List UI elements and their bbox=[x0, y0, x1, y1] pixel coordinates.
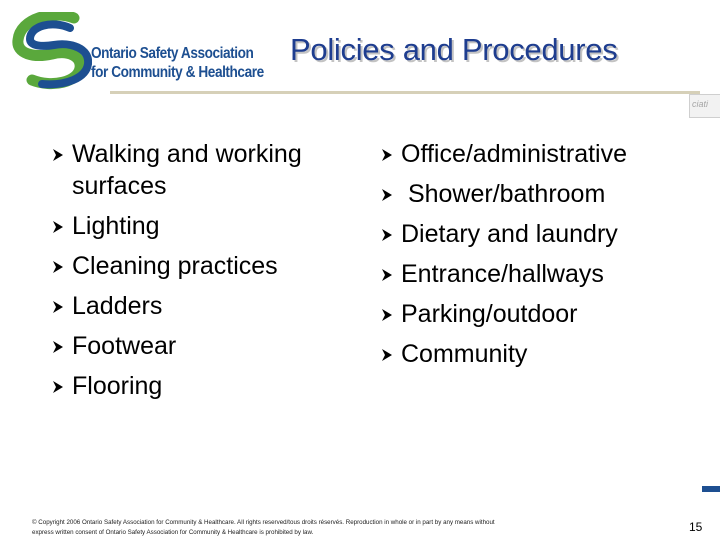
arrow-bullet-icon bbox=[381, 189, 392, 201]
side-tab bbox=[689, 94, 720, 118]
arrow-bullet-icon bbox=[381, 229, 392, 241]
osach-logo-icon bbox=[12, 12, 92, 90]
list-item-text: Footwear bbox=[72, 332, 177, 360]
list-item-text: Shower/bathroom bbox=[401, 180, 606, 208]
list-item bbox=[52, 330, 352, 362]
list-item bbox=[381, 298, 711, 330]
list-item bbox=[52, 370, 352, 402]
list-item bbox=[52, 250, 352, 282]
header-divider bbox=[110, 91, 700, 94]
list-item-text: Entrance/hallways bbox=[401, 260, 604, 288]
arrow-bullet-icon bbox=[381, 309, 392, 321]
list-item-text: Community bbox=[401, 340, 528, 368]
list-item bbox=[381, 338, 711, 370]
arrow-bullet-icon bbox=[52, 261, 63, 273]
arrow-bullet-icon bbox=[52, 301, 63, 313]
arrow-bullet-icon bbox=[381, 149, 392, 161]
organization-name bbox=[91, 44, 264, 82]
list-item bbox=[381, 258, 711, 290]
arrow-bullet-icon bbox=[381, 269, 392, 281]
list-item bbox=[52, 138, 352, 202]
copyright-line2: express written consent of Ontario Safety Association for Community & Healthcare is prohibited by law. bbox=[32, 529, 314, 536]
side-accent-mark bbox=[702, 486, 720, 492]
list-item-text: Office/administrative bbox=[401, 140, 628, 168]
list-item bbox=[381, 218, 711, 250]
list-item-text: Ladders bbox=[72, 292, 163, 320]
list-item bbox=[52, 210, 352, 242]
list-item-text: Dietary and laundry bbox=[401, 220, 618, 248]
arrow-bullet-icon bbox=[52, 341, 63, 353]
list-item bbox=[381, 178, 711, 210]
slide-title: Policies and Procedures bbox=[290, 32, 618, 67]
page-number: 15 bbox=[689, 520, 703, 534]
list-item-text: Parking/outdoor bbox=[401, 300, 578, 328]
arrow-bullet-icon bbox=[381, 349, 392, 361]
org-name-line2: for Community & Healthcare bbox=[91, 64, 264, 81]
arrow-bullet-icon bbox=[52, 221, 63, 233]
left-bullet-list bbox=[52, 138, 352, 410]
side-tab-text: ciati bbox=[692, 99, 709, 109]
copyright-footer bbox=[32, 518, 652, 538]
list-item-text: Flooring bbox=[72, 372, 163, 400]
list-item bbox=[381, 138, 711, 170]
arrow-bullet-icon bbox=[52, 149, 63, 161]
list-item-text: Cleaning practices bbox=[72, 252, 278, 280]
list-item bbox=[52, 290, 352, 322]
list-item-text: Lighting bbox=[72, 212, 160, 240]
org-name-line1: Ontario Safety Association bbox=[91, 45, 254, 62]
copyright-line1: © Copyright 2006 Ontario Safety Association for Community & Healthcare. All rights reserved/tous droits réservés. Reproduction in whole or in part by any means without bbox=[32, 519, 495, 526]
right-bullet-list bbox=[381, 138, 711, 378]
list-item-text: Walking and working surfaces bbox=[72, 140, 302, 200]
arrow-bullet-icon bbox=[52, 381, 63, 393]
